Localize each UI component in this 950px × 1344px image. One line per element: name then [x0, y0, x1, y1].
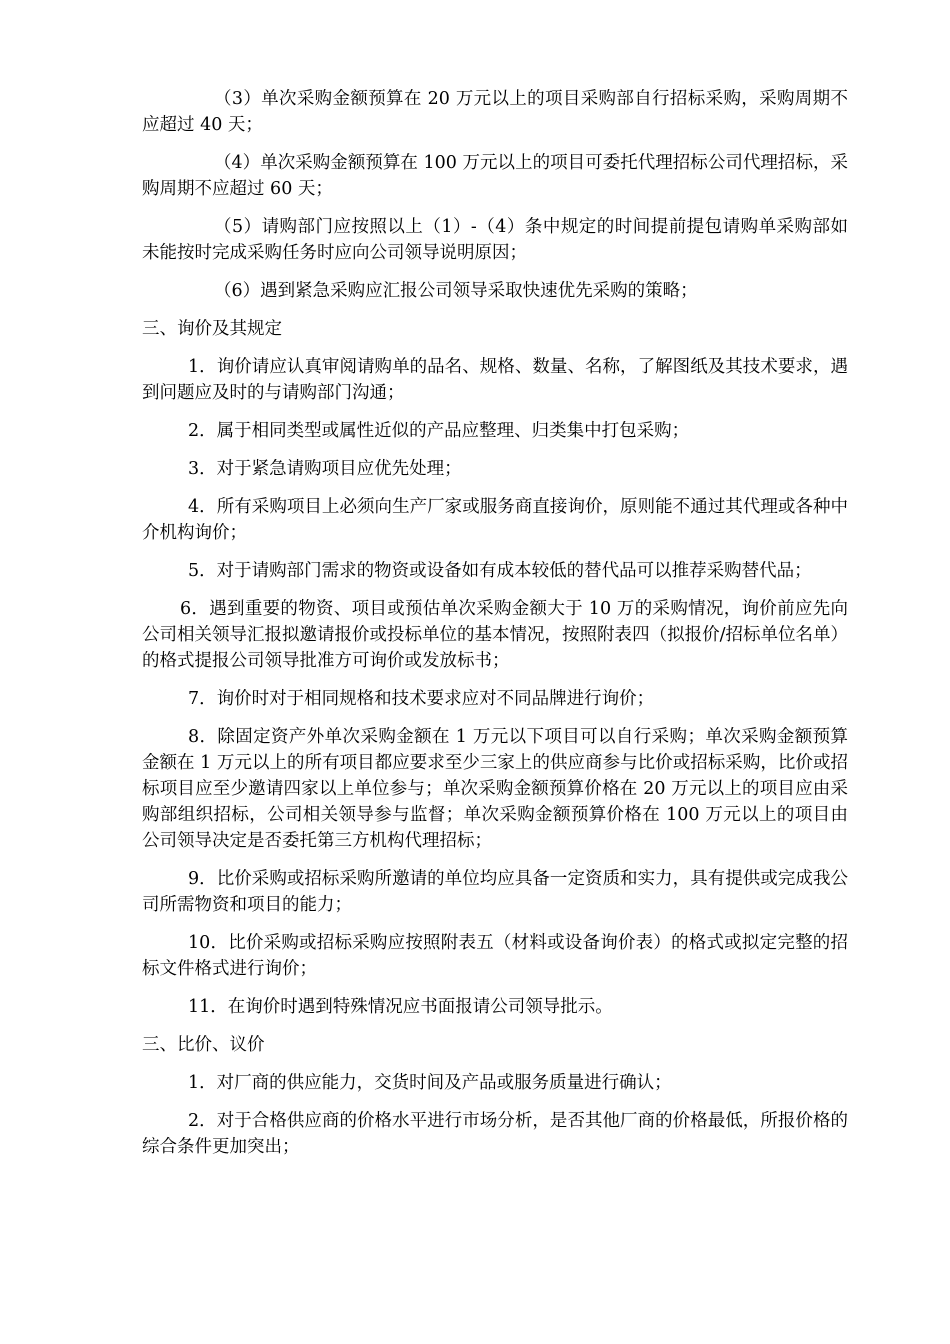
sub-item-6: （6）遇到紧急采购应汇报公司领导采取快速优先采购的策略； — [214, 281, 698, 301]
sub-item-3: （3）单次采购金额预算在 20 万元以上的项目采购部自行招标采购，采购周期不应超过 40 天； — [142, 89, 848, 135]
sub-item-4: （4）单次采购金额预算在 100 万元以上的项目可委托代理招标公司代理招标，采购周期不应超过 60 天； — [142, 153, 848, 199]
inquiry-item-9: 9．比价采购或招标采购所邀请的单位均应具备一定资质和实力，具有提供或完成我公司所需物资和项目的能力； — [142, 869, 848, 915]
inquiry-item-3: 3．对于紧急请购项目应优先处理； — [188, 459, 462, 479]
section-heading-inquiry: 三、询价及其规定 — [142, 319, 282, 339]
sub-item-5: （5）请购部门应按照以上（1）-（4）条中规定的时间提前提包请购单采购部如未能按时完成采购任务时应向公司领导说明原因； — [142, 217, 848, 263]
inquiry-item-4: 4．所有采购项目上必须向生产厂家或服务商直接询价，原则能不通过其代理或各种中介机构询价； — [142, 497, 848, 543]
inquiry-item-7: 7．询价时对于相同规格和技术要求应对不同品牌进行询价； — [188, 689, 655, 709]
inquiry-item-6: 6．遇到重要的物资、项目或预估单次采购金额大于 10 万的采购情况，询价前应先向公司相关领导汇报拟邀请报价或投标单位的基本情况，按照附表四（拟报价/招标单位名单）的格式提报公司领导批准方可询价或发放标书； — [142, 599, 848, 671]
compare-item-2: 2．对于合格供应商的价格水平进行市场分析，是否其他厂商的价格最低，所报价格的综合条件更加突出； — [142, 1111, 848, 1157]
inquiry-item-1: 1．询价请应认真审阅请购单的品名、规格、数量、名称，了解图纸及其技术要求，遇到问题应及时的与请购部门沟通； — [142, 357, 848, 403]
document-body — [142, 86, 848, 1172]
section-heading-compare: 三、比价、议价 — [142, 1035, 265, 1055]
inquiry-item-11: 11．在询价时遇到特殊情况应书面报请公司领导批示。 — [188, 997, 613, 1017]
inquiry-item-8: 8．除固定资产外单次采购金额在 1 万元以下项目可以自行采购；单次采购金额预算金额在 1 万元以上的所有项目都应要求至少三家上的供应商参与比价或招标采购，比价或招标项目应至少邀请四家以上单位参与；单次采购金额预算价格在 20 万元以上的项目应由采购部组织招标，公司相关领导参与监督；单次采购金额预算价格在 100 万元以上的项目由公司领导决定是否委托第三方机构代理招标； — [142, 727, 848, 851]
inquiry-item-10: 10．比价采购或招标采购应按照附表五（材料或设备询价表）的格式或拟定完整的招标文件格式进行询价； — [142, 933, 848, 979]
compare-item-1: 1．对厂商的供应能力，交货时间及产品或服务质量进行确认； — [188, 1073, 672, 1093]
inquiry-item-5: 5．对于请购部门需求的物资或设备如有成本较低的替代品可以推荐采购替代品； — [188, 561, 812, 581]
inquiry-item-2: 2．属于相同类型或属性近似的产品应整理、归类集中打包采购； — [188, 421, 690, 441]
